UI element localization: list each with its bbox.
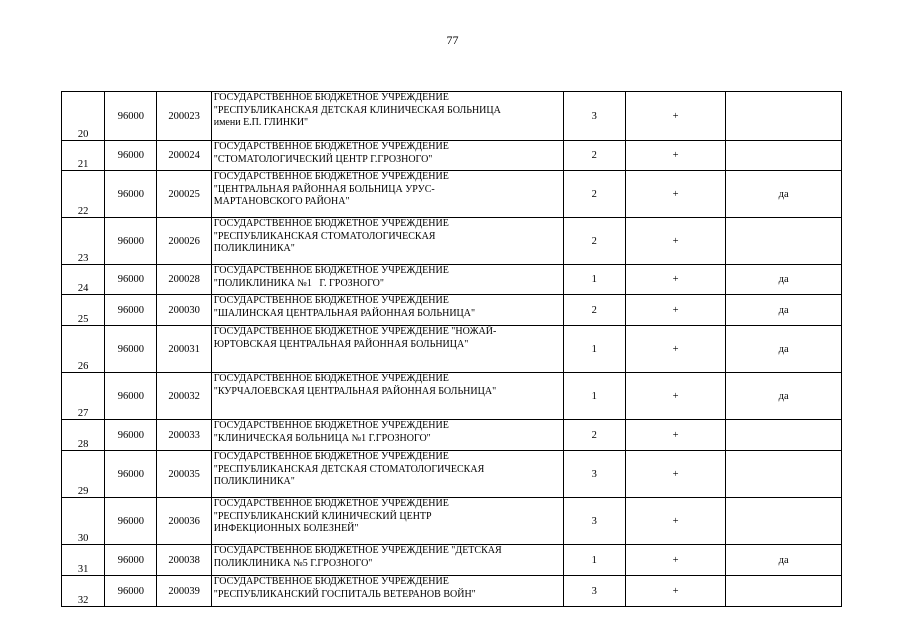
plus-cell: +: [625, 141, 726, 171]
institution-name-line: ГОСУДАРСТВЕННОЕ БЮДЖЕТНОЕ УЧРЕЖДЕНИЕ: [213, 451, 449, 462]
quantity-cell: 1: [563, 265, 625, 295]
table-row: [62, 92, 842, 141]
table-row: [62, 141, 842, 171]
plus-cell: +: [625, 420, 726, 451]
institution-name: [211, 141, 563, 171]
row-number: 32: [62, 576, 105, 607]
code-primary: 96000: [105, 141, 157, 171]
row-number: 30: [62, 498, 105, 545]
table-row: [62, 326, 842, 373]
plus-cell: +: [625, 171, 726, 218]
plus-cell: +: [625, 295, 726, 326]
code-primary: 96000: [105, 373, 157, 420]
quantity-cell: 2: [563, 295, 625, 326]
table-row: [62, 373, 842, 420]
institution-name-line: ПОЛИКЛИНИКА": [213, 243, 295, 255]
yes-cell: [726, 498, 842, 545]
yes-cell: да: [726, 171, 842, 218]
institution-name: [211, 92, 563, 141]
yes-cell: [726, 576, 842, 607]
institution-name: [211, 326, 563, 373]
plus-cell: +: [625, 451, 726, 498]
institution-name-line: ГОСУДАРСТВЕННОЕ БЮДЖЕТНОЕ УЧРЕЖДЕНИЕ: [213, 218, 449, 229]
institution-name-line: ГОСУДАРСТВЕННОЕ БЮДЖЕТНОЕ УЧРЕЖДЕНИЕ: [213, 576, 449, 587]
institution-name: [211, 295, 563, 326]
code-secondary: 200025: [157, 171, 211, 218]
code-primary: 96000: [105, 576, 157, 607]
plus-cell: +: [625, 92, 726, 141]
institution-name-line: ГОСУДАРСТВЕННОЕ БЮДЖЕТНОЕ УЧРЕЖДЕНИЕ "ДЕТСКАЯ: [213, 545, 502, 556]
code-primary: 96000: [105, 295, 157, 326]
code-secondary: 200032: [157, 373, 211, 420]
code-secondary: 200039: [157, 576, 211, 607]
institution-name-line: ГОСУДАРСТВЕННОЕ БЮДЖЕТНОЕ УЧРЕЖДЕНИЕ: [213, 92, 449, 103]
institution-name-line: ГОСУДАРСТВЕННОЕ БЮДЖЕТНОЕ УЧРЕЖДЕНИЕ: [213, 171, 449, 182]
registry-table: [61, 91, 842, 607]
institution-name-line: МАРТАНОВСКОГО РАЙОНА": [213, 196, 350, 208]
plus-cell: +: [625, 326, 726, 373]
institution-name: [211, 218, 563, 265]
plus-cell: +: [625, 576, 726, 607]
institution-name-line: "РЕСПУБЛИКАНСКИЙ КЛИНИЧЕСКИЙ ЦЕНТР: [213, 510, 432, 522]
quantity-cell: 3: [563, 576, 625, 607]
plus-cell: +: [625, 373, 726, 420]
row-number: 21: [62, 141, 105, 171]
code-secondary: 200033: [157, 420, 211, 451]
row-number: 29: [62, 451, 105, 498]
quantity-cell: 1: [563, 373, 625, 420]
code-secondary: 200036: [157, 498, 211, 545]
table-row: [62, 420, 842, 451]
table-row: [62, 451, 842, 498]
quantity-cell: 2: [563, 171, 625, 218]
quantity-cell: 1: [563, 545, 625, 576]
institution-name: [211, 576, 563, 607]
table-row: [62, 295, 842, 326]
yes-cell: да: [726, 265, 842, 295]
institution-name-line: "КЛИНИЧЕСКАЯ БОЛЬНИЦА №1 Г.ГРОЗНОГО": [213, 432, 431, 444]
row-number: 28: [62, 420, 105, 451]
institution-name-line: ИНФЕКЦИОННЫХ БОЛЕЗНЕЙ": [213, 523, 359, 535]
institution-name-line: ЮРТОВСКАЯ ЦЕНТРАЛЬНАЯ РАЙОННАЯ БОЛЬНИЦА": [213, 338, 469, 350]
code-primary: 96000: [105, 265, 157, 295]
institution-name-line: "РЕСПУБЛИКАНСКИЙ ГОСПИТАЛЬ ВЕТЕРАНОВ ВОЙН": [213, 588, 476, 600]
code-primary: 96000: [105, 218, 157, 265]
code-secondary: 200038: [157, 545, 211, 576]
row-number: 27: [62, 373, 105, 420]
institution-name-line: имени Е.П. ГЛИНКИ": [213, 117, 309, 129]
table-row: [62, 218, 842, 265]
table-row: [62, 576, 842, 607]
institution-name-line: "ШАЛИНСКАЯ ЦЕНТРАЛЬНАЯ РАЙОННАЯ БОЛЬНИЦА": [213, 307, 476, 319]
yes-cell: [726, 141, 842, 171]
code-primary: 96000: [105, 92, 157, 141]
yes-cell: да: [726, 545, 842, 576]
institution-name-line: "РЕСПУБЛИКАНСКАЯ СТОМАТОЛОГИЧЕСКАЯ: [213, 230, 436, 242]
row-number: 25: [62, 295, 105, 326]
quantity-cell: 3: [563, 92, 625, 141]
yes-cell: [726, 420, 842, 451]
institution-name: [211, 171, 563, 218]
institution-name-line: ГОСУДАРСТВЕННОЕ БЮДЖЕТНОЕ УЧРЕЖДЕНИЕ: [213, 141, 449, 152]
plus-cell: +: [625, 218, 726, 265]
code-primary: 96000: [105, 451, 157, 498]
institution-name-line: "ЦЕНТРАЛЬНАЯ РАЙОННАЯ БОЛЬНИЦА УРУС-: [213, 183, 435, 195]
row-number: 22: [62, 171, 105, 218]
plus-cell: +: [625, 265, 726, 295]
row-number: 26: [62, 326, 105, 373]
yes-cell: [726, 92, 842, 141]
institution-name-line: "КУРЧАЛОЕВСКАЯ ЦЕНТРАЛЬНАЯ РАЙОННАЯ БОЛЬНИЦА": [213, 385, 497, 397]
code-secondary: 200024: [157, 141, 211, 171]
institution-name-line: ГОСУДАРСТВЕННОЕ БЮДЖЕТНОЕ УЧРЕЖДЕНИЕ: [213, 420, 449, 431]
code-secondary: 200031: [157, 326, 211, 373]
institution-name-line: ГОСУДАРСТВЕННОЕ БЮДЖЕТНОЕ УЧРЕЖДЕНИЕ "НОЖАЙ-: [213, 326, 497, 337]
row-number: 23: [62, 218, 105, 265]
institution-name-line: ГОСУДАРСТВЕННОЕ БЮДЖЕТНОЕ УЧРЕЖДЕНИЕ: [213, 295, 449, 306]
institution-name: [211, 451, 563, 498]
institution-name: [211, 373, 563, 420]
table-row: [62, 545, 842, 576]
institution-name: [211, 420, 563, 451]
table-row: [62, 171, 842, 218]
quantity-cell: 2: [563, 420, 625, 451]
quantity-cell: 3: [563, 498, 625, 545]
yes-cell: [726, 451, 842, 498]
code-primary: 96000: [105, 326, 157, 373]
row-number: 20: [62, 92, 105, 141]
institution-name-line: ГОСУДАРСТВЕННОЕ БЮДЖЕТНОЕ УЧРЕЖДЕНИЕ: [213, 498, 449, 509]
quantity-cell: 3: [563, 451, 625, 498]
code-secondary: 200023: [157, 92, 211, 141]
institution-name: [211, 498, 563, 545]
code-primary: 96000: [105, 545, 157, 576]
institution-name: [211, 545, 563, 576]
plus-cell: +: [625, 498, 726, 545]
code-secondary: 200030: [157, 295, 211, 326]
institution-name-line: ГОСУДАРСТВЕННОЕ БЮДЖЕТНОЕ УЧРЕЖДЕНИЕ: [213, 265, 449, 276]
code-secondary: 200028: [157, 265, 211, 295]
quantity-cell: 1: [563, 326, 625, 373]
institution-name-line: ПОЛИКЛИНИКА": [213, 476, 295, 488]
code-primary: 96000: [105, 420, 157, 451]
quantity-cell: 2: [563, 141, 625, 171]
code-secondary: 200026: [157, 218, 211, 265]
institution-name-line: "РЕСПУБЛИКАНСКАЯ ДЕТСКАЯ КЛИНИЧЕСКАЯ БОЛЬНИЦА: [213, 104, 501, 116]
institution-name-line: "РЕСПУБЛИКАНСКАЯ ДЕТСКАЯ СТОМАТОЛОГИЧЕСКАЯ: [213, 463, 485, 475]
institution-name-line: "ПОЛИКЛИНИКА №1 Г. ГРОЗНОГО": [213, 277, 384, 289]
yes-cell: [726, 218, 842, 265]
row-number: 24: [62, 265, 105, 295]
yes-cell: да: [726, 373, 842, 420]
code-primary: 96000: [105, 171, 157, 218]
row-number: 31: [62, 545, 105, 576]
yes-cell: да: [726, 326, 842, 373]
yes-cell: да: [726, 295, 842, 326]
institution-name: [211, 265, 563, 295]
code-secondary: 200035: [157, 451, 211, 498]
page-number: 77: [446, 33, 459, 47]
table-row: [62, 498, 842, 545]
table-body: [62, 92, 842, 607]
institution-name-line: ГОСУДАРСТВЕННОЕ БЮДЖЕТНОЕ УЧРЕЖДЕНИЕ: [213, 373, 449, 384]
code-primary: 96000: [105, 498, 157, 545]
plus-cell: +: [625, 545, 726, 576]
institution-name-line: ПОЛИКЛИНИКА №5 Г.ГРОЗНОГО": [213, 557, 373, 569]
quantity-cell: 2: [563, 218, 625, 265]
institution-name-line: "СТОМАТОЛОГИЧЕСКИЙ ЦЕНТР Г.ГРОЗНОГО": [213, 153, 433, 165]
table-row: [62, 265, 842, 295]
